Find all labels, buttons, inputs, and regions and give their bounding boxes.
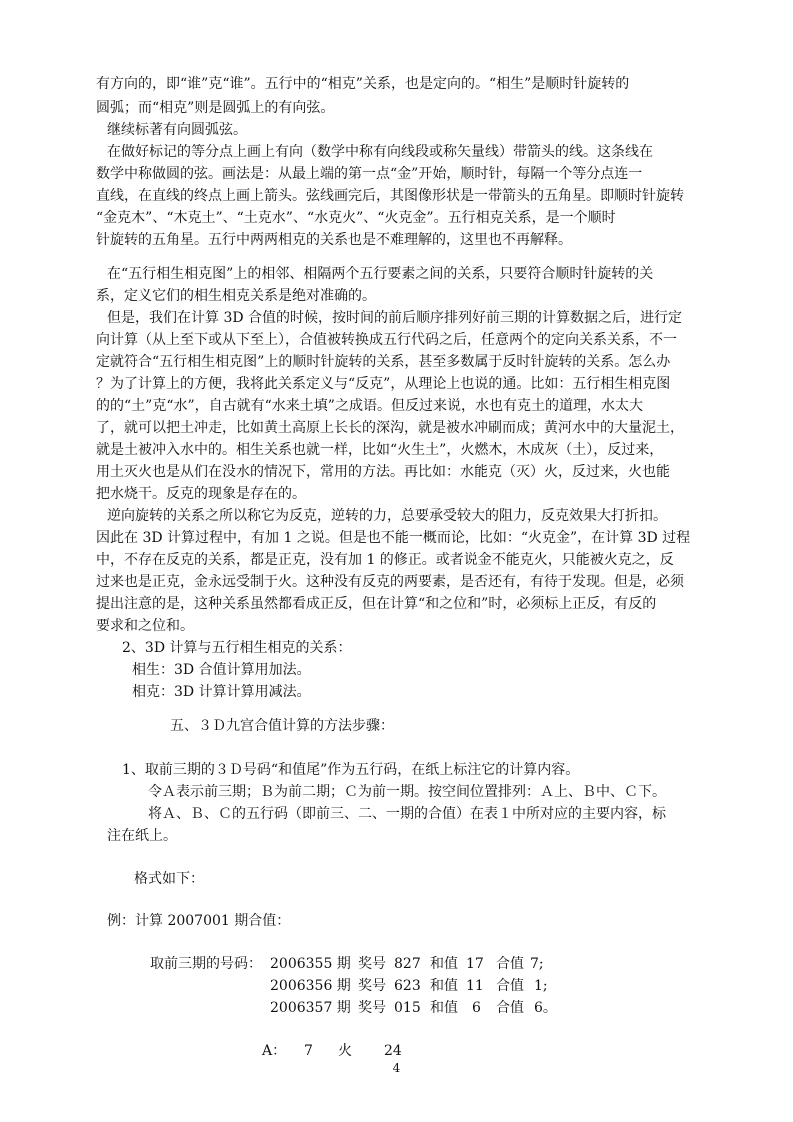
draw-he-label: 合值: [496, 978, 524, 994]
paragraph-line: “金克木”、“木克土”、“土克水”、“水克火”、“火克金”。五行相克关系，是一个顺时: [96, 210, 616, 226]
draw-sum: 6: [472, 1000, 481, 1016]
paragraph-line: 格式如下：: [134, 871, 204, 887]
paragraph-line: 有方向的，即“谁”克“谁”。五行中的“相克”关系，也是定向的。“相生”是顺时针旋转的: [96, 76, 630, 92]
a-number: 24: [384, 1043, 402, 1059]
paragraph-line: 令Ａ表示前三期；Ｂ为前二期；Ｃ为前一期。按空间位置排列：Ａ上、Ｂ中、Ｃ下。: [148, 784, 666, 800]
section-heading: 五、３Ｄ九宫合值计算的方法步骤：: [170, 718, 394, 734]
paragraph-line: 数学中称做圆的弦。画法是：从最上端的第一点“金”开始，顺时针，每隔一个等分点连一: [96, 166, 643, 182]
paragraph-line: 要求和之位和。: [96, 618, 194, 634]
draw-he-label: 合值: [496, 1000, 524, 1016]
paragraph-line: 逆向旋转的关系之所以称它为反克，逆转的力，总要承受较大的阻力，反克效果大打折扣。: [107, 508, 667, 524]
section-heading: 2、3D 计算与五行相生相克的关系：: [122, 640, 352, 656]
draw-period: 2006357 期: [270, 1000, 351, 1016]
paragraph-line: 相克：3D 计算计算用减法。: [132, 684, 311, 700]
draw-he-label: 合值: [496, 956, 524, 972]
draw-row: [150, 976, 570, 996]
draw-prize: 827: [394, 956, 421, 972]
paragraph-line: ？为了计算上的方便，我将此关系定义与“反克”，从理论上也说的通。比如：五行相生相克图: [96, 376, 671, 392]
draw-sum: 11: [466, 978, 484, 994]
paragraph-line: 用土灭火也是从们在没水的情况下，常用的方法。再比如：水能克（灭）火，反过来，火也能: [96, 464, 670, 480]
draw-row: [150, 954, 570, 974]
draw-prize-label: 奖号: [358, 956, 386, 972]
paragraph-line: 过来也是正克，金永远受制于火。这种没有反克的两要素，是否还有，有待于发现。但是，必须: [96, 574, 684, 590]
paragraph-line: 向计算（从上至下或从下至上），合值被转换成五行代码之后，任意两个的定向关系关系，不一: [96, 332, 677, 348]
draw-sum: 17: [466, 956, 484, 972]
paragraph-line: 直线，在直线的终点上画上箭头。弦线画完后，其图像形状是一带箭头的五角星。即顺时针旋转: [96, 188, 684, 204]
draw-he: 6。: [534, 1000, 557, 1016]
draw-sum-label: 和值: [430, 1000, 458, 1016]
draw-period: 2006355 期: [270, 956, 351, 972]
a-element: 火: [338, 1043, 352, 1059]
paragraph-line: 系，定义它们的相生相克关系是绝对准确的。: [96, 288, 376, 304]
paragraph-line: 继续标著有向圆弧弦。: [107, 122, 247, 138]
a-value: 7: [304, 1043, 313, 1059]
paragraph-line: 定就符合“五行相生相克图”上的顺时针旋转的关系，甚至多数属于反时针旋转的关系。怎么办: [96, 354, 671, 370]
draw-row: [150, 998, 570, 1018]
paragraph-line: 在做好标记的等分点上画上有向（数学中称有向线段或称矢量线）带箭头的线。这条线在: [107, 144, 653, 160]
paragraph-line: 就是土被冲入水中的。相生关系也就一样，比如“火生土”，火燃木，木成灰（土），反过来，: [96, 442, 664, 458]
paragraph-line: 相生：3D 合值计算用加法。: [132, 662, 311, 678]
paragraph-line: 中，不存在反克的关系，都是正克，没有加 1 的修正。或者说金不能克火，只能被火克之，反: [96, 552, 674, 568]
paragraph-line: 例：计算 2007001 期合值：: [107, 913, 291, 929]
draws-label: 取前三期的号码：: [150, 956, 262, 972]
paragraph-line: 因此在 3D 计算过程中，有加 1 之说。但是也不能一概而论，比如：“火克金”，在计算 3D 过程: [96, 530, 691, 546]
paragraph-line: 注在纸上。: [107, 828, 177, 844]
a-label: A：: [262, 1043, 287, 1059]
draw-prize-label: 奖号: [358, 1000, 386, 1016]
draw-sum-label: 和值: [430, 978, 458, 994]
draw-he: 1;: [534, 978, 548, 994]
draw-he: 7;: [530, 956, 544, 972]
draw-sum-label: 和值: [430, 956, 458, 972]
paragraph-line: 把水烧干。反克的现象是存在的。: [96, 486, 306, 502]
page-number: 4: [392, 1061, 401, 1075]
paragraph-line: 在“五行相生相克图”上的相邻、相隔两个五行要素之间的关系，只要符合顺时针旋转的关: [107, 266, 654, 282]
paragraph-line: 1、取前三期的３Ｄ号码“和值尾”作为五行码，在纸上标注它的计算内容。: [122, 762, 580, 778]
paragraph-line: 的的“土”克“水”，自古就有“水来土填”之成语。但反过来说，水也有克土的道理，水太大: [96, 398, 643, 414]
paragraph-line: 将Ａ、Ｂ、Ｃ的五行码（即前三、二、一期的合值）在表１中所对应的主要内容，标: [148, 806, 666, 822]
draw-period: 2006356 期: [270, 978, 351, 994]
paragraph-line: 提出注意的是，这种关系虽然都看成正反，但在计算“和之位和”时，必须标上正反，有反的: [96, 596, 657, 612]
paragraph-line: 针旋转的五角星。五行中两两相克的关系也是不难理解的，这里也不再解释。: [96, 232, 572, 248]
draw-prize: 015: [394, 1000, 421, 1016]
a-line: [262, 1041, 422, 1061]
paragraph-line: 了，就可以把土冲走，比如黄土高原上长长的深沟，就是被水冲刷而成；黄河水中的大量泥土，: [96, 420, 684, 436]
paragraph-line: 但是，我们在计算 3D 合值的时候，按时间的前后顺序排列好前三期的计算数据之后，进行定: [107, 310, 683, 326]
paragraph-line: 圆弧；而“相克”则是圆弧上的有向弦。: [96, 100, 335, 116]
draw-prize-label: 奖号: [358, 978, 386, 994]
draw-prize: 623: [394, 978, 421, 994]
